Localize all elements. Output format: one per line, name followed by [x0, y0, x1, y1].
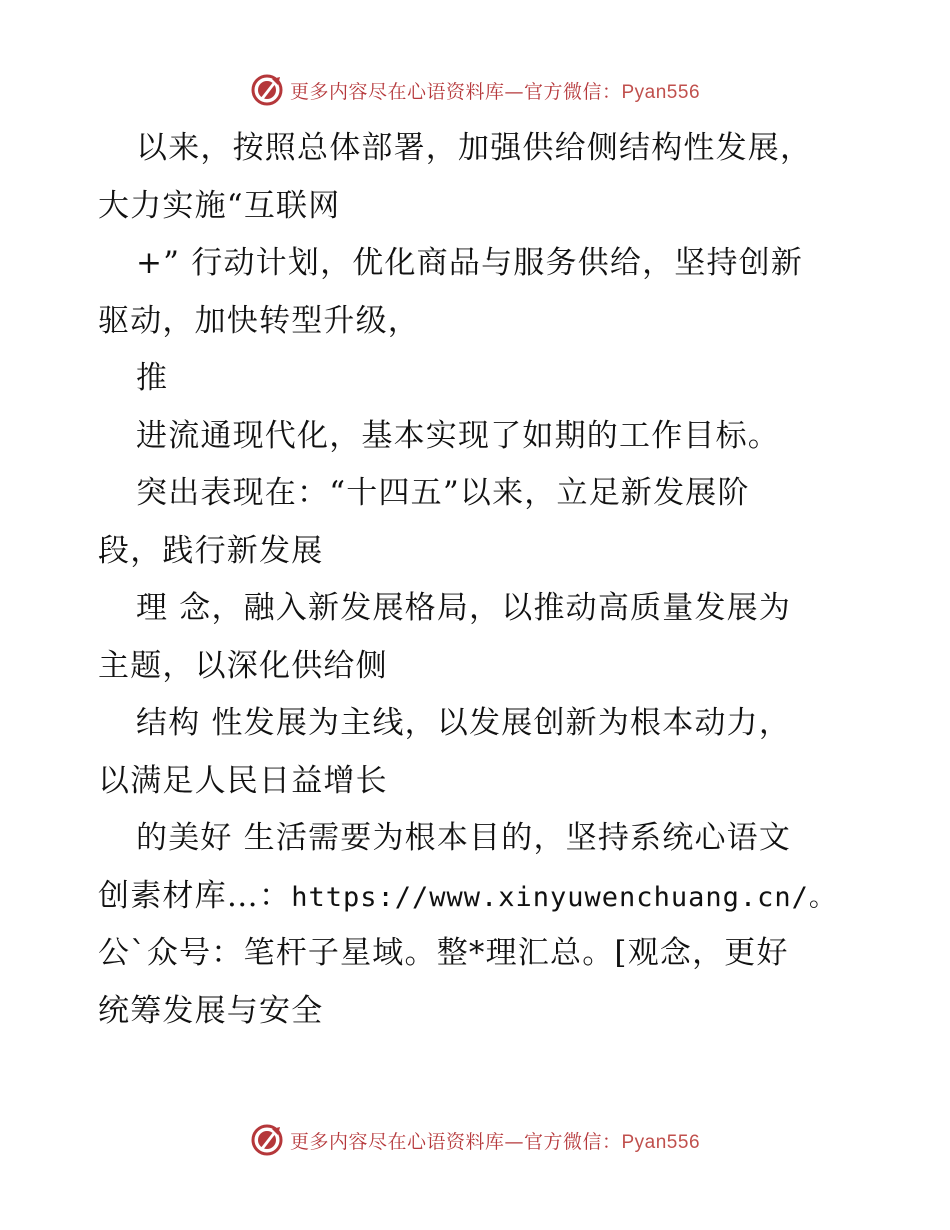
text-line: 的美好 生活需要为根本目的，坚持系统心语文 [136, 820, 792, 856]
text-line: 理 念，融入新发展格局，以推动高质量发展为 [136, 590, 792, 626]
text-line: 进流通现代化，基本实现了如期的工作目标。 [136, 417, 780, 454]
text-line: 驱动，加快转型升级， [98, 302, 420, 339]
header-wechat-id: Pyan556 [621, 81, 701, 103]
text-line: 主题，以深化供给侧 [98, 647, 388, 684]
header-banner [0, 70, 950, 110]
footer-banner-label: 更多内容尽在心语资料库—官方微信： [289, 1130, 622, 1153]
document-body [98, 120, 858, 1040]
source-url: https://www.xinyuwenchuang.cn/。 [291, 881, 837, 913]
quill-logo-icon [250, 1123, 284, 1157]
text-line: 以来，按照总体部署，加强供给侧结构性发展， [136, 130, 813, 166]
text-line: 推 [136, 360, 169, 396]
text-line-with-url [98, 868, 858, 926]
text-segment: 创素材库…： [98, 877, 292, 914]
text-line: 以满足人民日益增长 [98, 762, 388, 799]
text-line: 统筹发展与安全 [98, 992, 324, 1029]
text-line: 公`众号：笔杆子星域。整*理汇总。[观念，更好 [98, 935, 789, 971]
header-banner-text [290, 77, 700, 104]
footer-banner [0, 1120, 950, 1160]
footer-banner-text [290, 1127, 700, 1154]
footer-wechat-id: Pyan556 [621, 1131, 701, 1153]
text-line: 突出表现在：“十四五”以来，立足新发展阶 [136, 475, 750, 511]
text-line: 大力实施“互联网 [98, 187, 341, 224]
header-banner-label: 更多内容尽在心语资料库—官方微信： [289, 80, 622, 103]
text-line: +” 行动计划，优化商品与服务供给，坚持创新 [136, 245, 804, 281]
text-line: 结构 性发展为主线，以发展创新为根本动力， [136, 705, 792, 741]
text-line: 段，践行新发展 [98, 532, 324, 569]
quill-logo-icon [250, 73, 284, 107]
